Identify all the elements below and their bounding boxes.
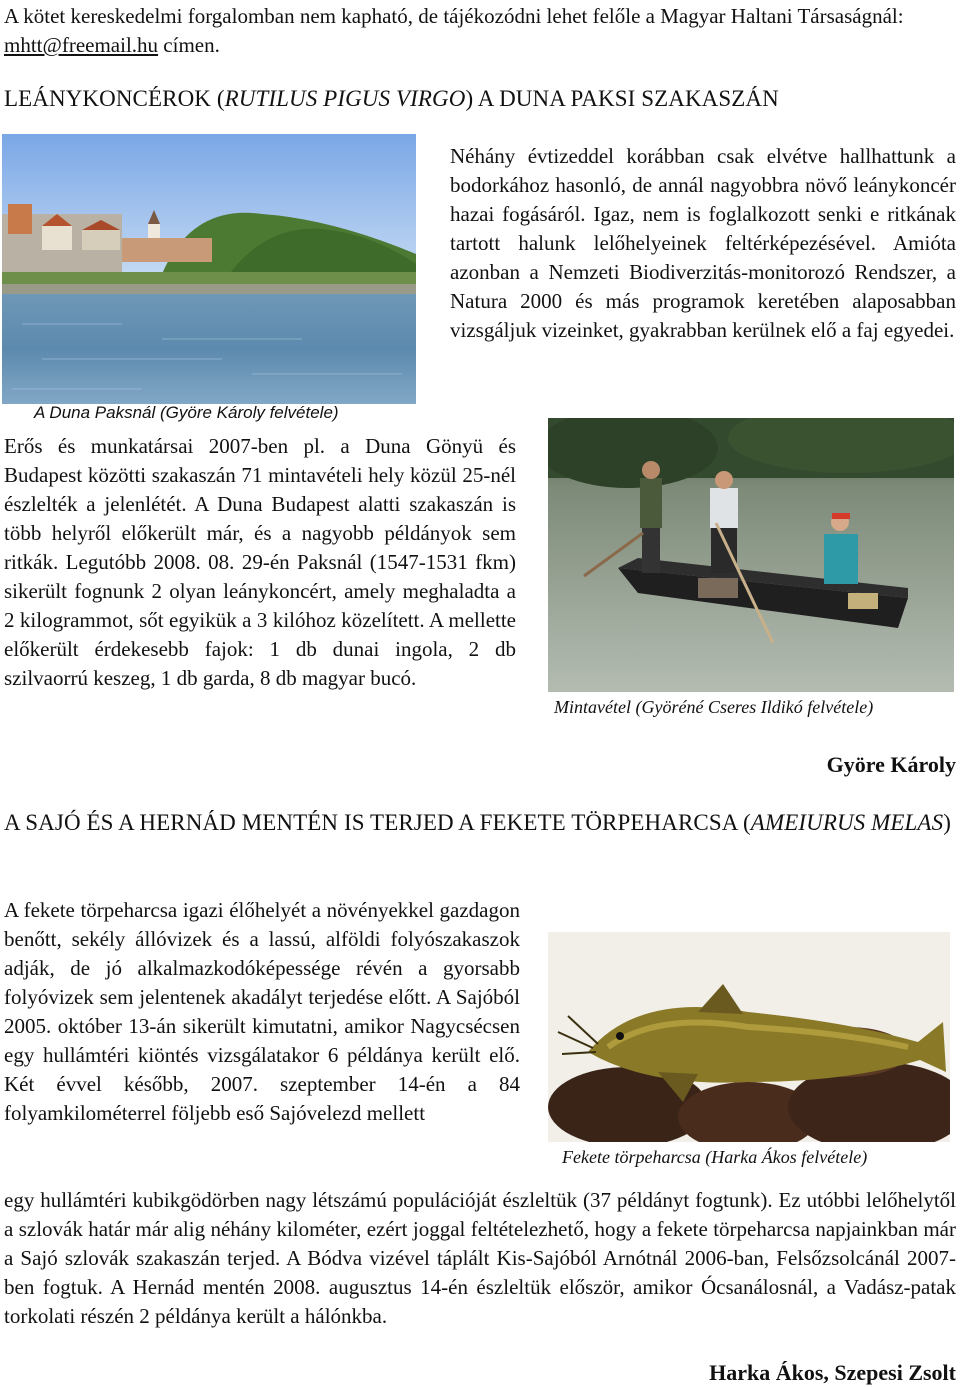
danube-photo (2, 134, 416, 404)
article1-heading: LEÁNYKONCÉROK (RUTILUS PIGUS VIRGO) A DUNA PAKSI SZAKASZÁN (4, 86, 779, 111)
danube-photo-image (2, 134, 416, 404)
sampling-photo-caption: Mintavétel (Györéné Cseres Ildikó felvétele) (554, 697, 874, 717)
article2-heading: A SAJÓ ÉS A HERNÁD MENTÉN IS TERJED A FEKETE TÖRPEHARCSA (AMEIURUS MELAS) (4, 810, 951, 835)
catfish-photo-caption: Fekete törpeharcsa (Harka Ákos felvétele) (562, 1147, 868, 1167)
catfish-photo (548, 932, 950, 1142)
article1-author: Györe Károly (826, 752, 956, 777)
article2-author: Harka Ákos, Szepesi Zsolt (709, 1360, 956, 1385)
article1-paragraph-right: Néhány évtizeddel korábban csak elvétve hallhattunk a bodorkához hasonló, de annál nagyobbra növő leánykoncér hazai fogásáról. Igaz, nem is foglalkozott senki e ritkának tartott halunk lelőhelyeinek feltérképezésével. Amióta azonban a Nemzeti Biodiverzitás-monitorozó Rendszer, a Natura 2000 és más programok keretében alaposabban vizsgáljuk vizeinket, gyakrabban kerülnek elő a faj egyedei. (450, 144, 956, 342)
email-link[interactable]: mhtt@freemail.hu (4, 33, 159, 57)
danube-photo-caption: A Duna Paksnál (Györe Károly felvétele) (34, 403, 339, 422)
latin-name-2: AMEIURUS MELAS (750, 810, 944, 835)
catfish-photo-image (548, 932, 950, 1142)
intro-paragraph (4, 2, 956, 60)
article2-paragraph-left: A fekete törpeharcsa igazi élőhelyét a növényekkel gazdagon benőtt, sekély állóvizek és a lassú, alföldi folyószakaszok adják, de jó alkalmazkodóképessége révén a gyorsabb folyóvizek sem jelentenek akadályt terjedése előtt. A Sajóból 2005. október 13-án sikerült kimutatni, amikor Nagycsécsen egy hullámtéri kiöntés vizsgálatakor 6 példánya került elő. Két évvel később, 2007. szeptember 14-én a 84 folyamkilométerrel följebb eső Sajóvelezd mellett (4, 898, 520, 1125)
sampling-photo (548, 418, 954, 692)
article1-paragraph-left: Erős és munkatársai 2007-ben pl. a Duna Gönyü és Budapest közötti szakaszán 71 mintavételi hely közül 25-nél észlelték a jelenlétét. A Duna Budapest alatti szakaszán is több helyről előkerült már, és a nagyobb példányok sem ritkák. Legutóbb 2008. 08. 29-én Paksnál (1547-1531 fkm) sikerült fognunk 2 olyan leánykoncért, amely meghaladta a 2 kilogrammot, sőt egyikük a 3 kilóhoz közelített. A mellette előkerült érdekesebb fajok: 1 db dunai ingola, 2 db szilvaorrú keszeg, 1 db garda, 8 db magyar bucó. (4, 434, 516, 690)
sampling-photo-image (548, 418, 954, 692)
article2-paragraph-full: egy hullámtéri kubikgödörben nagy létszámú populációját észleltük (37 példányt fogtunk). Ez utóbbi lelőhelytől a szlovák határ már alig néhány kilométer, ezért joggal feltételezhető, hogy a fekete törpeharcsa napjainkban már a Sajó szlovák szakaszán terjed. A Bódva vizével táplált Kis-Sajóból Arnótnál 2006-ban, Felsőzsolcánál 2007-ben fogtuk. A Hernád mentén 2008. augusztus 14-én észleltük először, amikor Ócsanálosnál, a Vadász-patak torkolati részén 2 példánya került a hálónkba. (4, 1188, 956, 1328)
intro-text-end: címen. (158, 33, 220, 57)
intro-text: A kötet kereskedelmi forgalomban nem kapható, de tájékozódni lehet felőle a Magyar Haltani Társaságnál: (4, 4, 904, 28)
latin-name: RUTILUS PIGUS VIRGO (224, 86, 466, 111)
